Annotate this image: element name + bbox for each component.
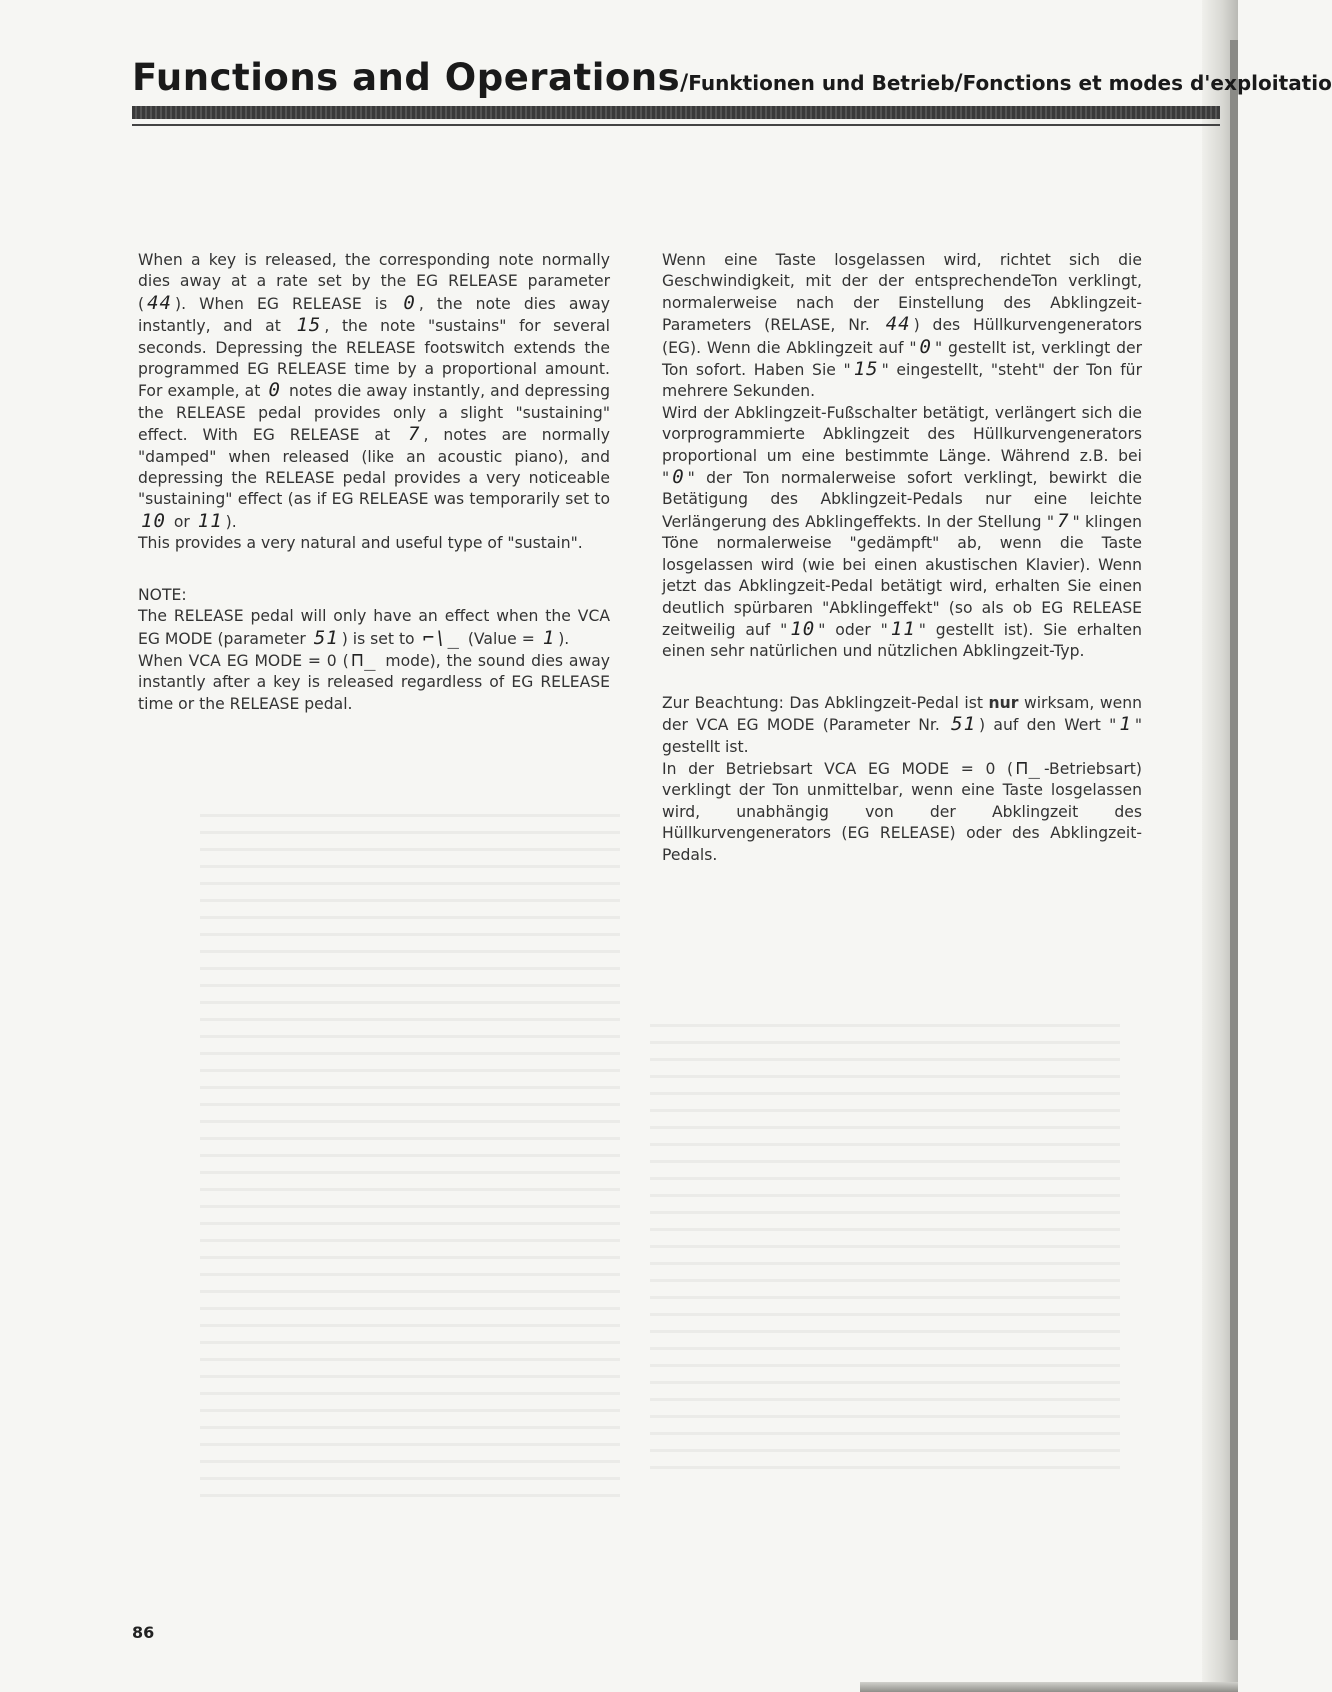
header-rule-thick [132, 106, 1220, 119]
segment-display-value: 44 [885, 313, 911, 336]
bottom-edge-shadow [860, 1682, 1238, 1692]
german-paragraph-1: Wenn eine Taste losgelassen wird, richtet sich die Geschwindigkeit, mit der der entsprechendeTon verklingt, normalerweise nach der Einstellung des Abklingzeit-Parameters (RELASE, Nr. 44 ) des Hüllkurvengenerators (EG). Wenn die Abklingzeit auf " 0 " gestellt ist, verklingt der Ton sofort. Haben Sie " 15 " eingestellt, "steht" der Ton für mehrere Sekunden. [662, 251, 1143, 401]
german-note-2: In der Betriebsart VCA EG MODE = 0 ( ⊓_ -Betriebsart) verklingt der Ton unmittelbar, wenn eine Taste losgelassen wird, unabhängig von der Abklingzeit des Hüllkurvengenerators (EG RELEASE) oder des Abklingzeit-Pedals. [662, 756, 1142, 864]
segment-display-value: 10 [141, 509, 166, 532]
segment-display-value: 1 [542, 626, 556, 649]
german-paragraph-2: Wird der Abklingzeit-Fußschalter betätigt, verlängert sich die vorprogrammierte Abklingzeit des Hüllkurvengenerators proportional um eine bestimmte Länge. Während z.B. bei " 0 " der Ton normalerweise sofort verklingt, bewirkt die Betätigung des Abklingzeit-Pedals nur eine leichte Verlängerung des Abklingeffekts. In der Stellung " 7 " klingen Töne normalerweise "gedämpft" ab, wenn die Taste losgelassen wird (wie bei einen akustischen Klavier). Wenn jetzt das Abklingzeit-Pedal betätigt wird, erhalten Sie einen deutlich spürbaren "Abklingeffekt" (so als ob EG RELEASE zeitweilig auf " 10 " oder " 11 " gestellt ist). Sie erhalten einen sehr natürlichen und nützlichen Abklingzeit-Typ. [662, 403, 1143, 661]
header-title: Functions and Operations [132, 56, 681, 99]
bleed-through-area-right [650, 1010, 1120, 1470]
header-separator: / [954, 71, 963, 96]
header-separator: / [680, 71, 689, 96]
page-number: 86 [132, 1623, 155, 1642]
gate-shape-icon: ⊓_ [351, 648, 377, 671]
english-note-2: When VCA EG MODE = 0 ( ⊓_ mode), the sound dies away instantly after a key is released regardless of EG RELEASE time or the RELEASE pedal. [138, 648, 610, 713]
page-edge-shadow [1202, 0, 1238, 1692]
german-column [662, 250, 1142, 866]
segment-display-value: 0 [672, 466, 685, 489]
english-paragraph-1-last: This provides a very natural and useful type of "sustain". [138, 534, 583, 553]
segment-display-value: 10 [790, 617, 816, 640]
segment-display-value: 11 [197, 509, 223, 532]
note-label: Zur Beachtung: [662, 693, 784, 712]
segment-display-value: 0 [268, 379, 281, 402]
segment-display-value: 11 [890, 617, 916, 640]
segment-display-value: 15 [296, 314, 322, 337]
gate-shape-icon: ⊓_ [1016, 756, 1041, 779]
english-paragraph-1: When a key is released, the corresponding note normally dies away at a rate set by the EG RELEASE parameter ( 44 ). When EG RELEASE is 0 , the note dies away instantly, and at 15 , the note "sustains" for several seconds. Depressing the RELEASE footswitch extends the programmed EG RELEASE time by a proportional amount. For example, at 0 notes die away instantly, and depressing the RELEASE pedal provides only a slight "sustaining" effect. With EG RELEASE at 7 , notes are normally "damped" when released (like an acoustic piano), and depressing the RELEASE pedal provides a very noticeable "sustaining" effect (as if EG RELEASE was temporarily set to 10 or 11 ). [138, 251, 610, 532]
envelope-shape-icon: ⌐\_ [422, 626, 460, 649]
page-header [132, 56, 1332, 100]
header-subtitle-de: Funktionen und Betrieb [688, 71, 955, 95]
english-note-1: The RELEASE pedal will only have an effect when the VCA EG MODE (parameter 51 ) is set to ⌐\_ (Value = 1 ). [138, 607, 610, 649]
german-note-1: Zur Beachtung: Das Abklingzeit-Pedal ist nur wirksam, wenn der VCA EG MODE (Parameter Nr. 51 ) auf den Wert " 1 " gestellt ist. [662, 693, 1142, 756]
segment-display-value: 7 [1057, 509, 1070, 532]
segment-display-value: 1 [1119, 713, 1132, 736]
bleed-through-area [200, 800, 620, 1500]
segment-display-value: 7 [408, 423, 421, 446]
segment-display-value: 51 [951, 713, 977, 736]
segment-display-value: 15 [853, 358, 879, 381]
header-rule-thin [132, 124, 1220, 126]
english-column [138, 250, 610, 715]
segment-display-value: 0 [919, 335, 932, 358]
header-subtitle-fr: Fonctions et modes d'exploitatio [962, 71, 1332, 95]
segment-display-value: 0 [403, 291, 416, 314]
segment-display-value: 44 [147, 291, 172, 314]
segment-display-value: 51 [313, 626, 339, 649]
note-label: NOTE: [138, 585, 187, 604]
